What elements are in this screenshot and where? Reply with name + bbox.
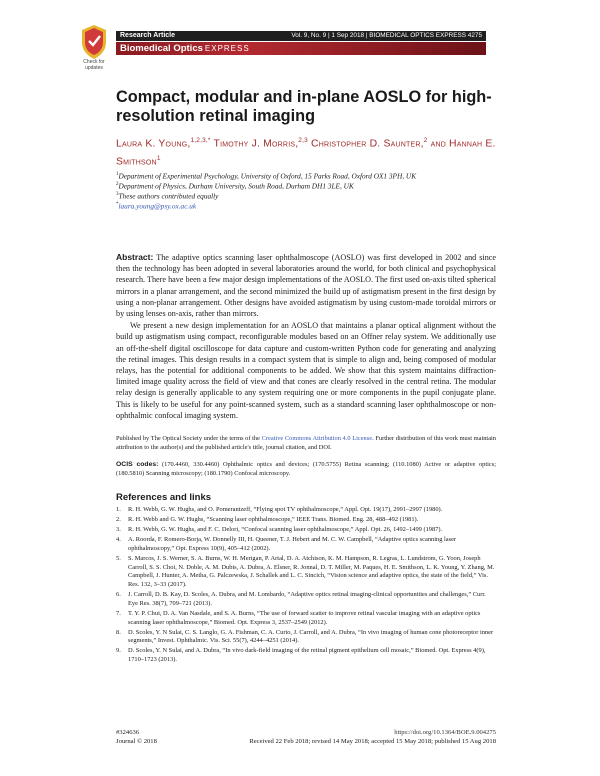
author-smithson: and Hannah E. Smithson <box>116 138 496 168</box>
journal-copyright: Journal © 2018 <box>116 738 157 745</box>
affiliation-1: $^1$Department of Experimental Psychology, University of Oxford, 15 Parks Road, Oxford OX1 3PH, UK <box>116 171 417 181</box>
article-type: Research Article <box>120 32 175 39</box>
author-saunter-affil: 2 <box>423 137 428 144</box>
check-for-updates-icon[interactable] <box>80 24 108 60</box>
references-heading: References and links <box>116 492 212 503</box>
reference-item: 3. R. H. Webb, G. W. Hughs, and F. C. Delori, “Confocal scanning laser ophthalmoscope,” Appl. Opt. 26, 1492–1499 (1987). <box>116 525 443 533</box>
reference-item: 7. T. Y. P. Chui, D. A. Van Nasdale, and S. A. Burns, “The use of forward scatter to improve retinal vascular imaging with an adaptive optics scanning laser ophthalmoscope,” Biomed. Opt. Express 3, 2537–2549 (2012). <box>116 609 481 626</box>
affiliation-2: $^2$Department of Physics, Durham University, South Road, Durham DH1 3LE, UK <box>116 181 354 191</box>
abstract <box>116 252 496 421</box>
reference-item: 1. R. H. Webb, G. W. Hughs, and O. Pomerantzeff, “Flying spot TV ophthalmoscope,” Appl. Opt. 19(17), 2991–2997 (1980). <box>116 506 443 513</box>
abstract-label: Abstract: <box>116 252 154 262</box>
publication-dates: Received 22 Feb 2018; revised 14 May 2018; accepted 15 May 2018; published 15 Aug 2018 <box>249 738 496 745</box>
cc-license-link[interactable]: Creative Commons Attribution 4.0 License <box>261 435 373 442</box>
journal-header-bar <box>116 31 486 41</box>
author-saunter: Christopher D. Saunter, <box>307 138 424 150</box>
reference-list <box>116 506 496 666</box>
abstract-paragraph-1: Abstract: The adaptive optics scanning laser ophthalmoscope (AOSLO) was first developed in 2002 and since then the technology has been adopted in several laboratories around the world, for both clinical and psychophysical research. There have been a few major design implementations of the AOSLO. The first used on-axis tilted spherical mirrors in a planar arrangement, and the second minimized the build up of astigmatism present in the first design by using a non-planar arrangement. Other designs have avoided astigmatism by using custom-made toroidal mirrors or by using lenses on-axis, rather than mirrors. <box>116 252 497 319</box>
journal-name-express: EXPRESS <box>204 44 250 53</box>
journal-name: Biomedical Optics EXPRESS <box>120 43 250 54</box>
ocis-codes: OCIS codes: (170.4460, 330.4460) Ophthalmic optics and devices; (170.5755) Retina scanning; (110.1080) Active or adaptive optics; (180.5810) Scanning microscopy; (180.1790) Confocal microscopy. <box>116 461 496 477</box>
author-list <box>116 133 496 170</box>
check-for-updates-label[interactable]: Check for updates <box>83 59 105 71</box>
journal-name-bar <box>116 42 486 55</box>
author-morris-affil: 2,3 <box>298 137 308 144</box>
page-footer <box>116 728 496 746</box>
ocis-label: OCIS codes: <box>116 461 159 468</box>
reference-item: 2. R. H. Webb and G. W. Hughs, “Scanning laser ophthalmoscope,” IEEE Trans. Biomed. Eng. 28, 488–492 (1981). <box>116 515 419 523</box>
abstract-paragraph-2: We present a new design implementation for an AOSLO that maintains a planar optical alignment without the build up astigmatism using compact, reconfigurable modules based on an Offner relay system. We additionally use an off-the-shelf digital oscilloscope for data capture and custom-written Python code for generating and analyzing the retinal images. This design results in a compact system that is simple to align and, being composed of modular relays, has the potential for additional components to be added. We show that this system maintains diffraction-limited image quality across the field of view and that cones are clearly resolved in the central retina. The modular relay design is generally applicable to any system requiring one or more components in the pupil conjugate plane. This is likely to be useful for any point-scanned system, such as a standard scanning laser ophthalmoscope or non-ophthalmic confocal imaging system. <box>116 321 496 420</box>
author-smithson-affil: 1 <box>156 155 161 163</box>
article-id: #324636 <box>116 729 140 736</box>
reference-item: 8. D. Scoles, Y. N Sulai, C. S. Langlo, G. A. Fishman, C. A. Curio, J. Carroll, and A. Dubra, “In vivo imaging of human cone photoreceptor inner segments,” Invest. Ophthalmic. Vis. Sci. 55(7), 4244–4251 (2014). <box>116 628 494 645</box>
author-young-affil: 1,2,3,* <box>190 137 211 144</box>
reference-item: 5. S. Marcos, J. S. Werner, S. A. Burns, W. H. Merigan, P. Artal, D. A. Atchison, K. M. Hampson, R. Legras, L. Lundstrom, G. Yoon, Joseph Carroll, S. S. Choi, N. Doble, A. M. Dubis, A. Dubra, A. Elsner, R. Jonnal, D. T. Miller, M. Paques, H. E. Smithson, L. K. Young, Y. Zhang, M. Campbell, J. Hunter, A. Metha, G. Palczewska, J. Schallek and L. C. Sincich, “Vision science and adaptive optics, the state of the field,” Vis. Res. 132, 3–33 (2017). <box>116 554 495 589</box>
article-title: Compact, modular and in-plane AOSLO for high-resolution retinal imaging <box>116 88 492 125</box>
author-morris: Timothy J. Morris, <box>210 138 299 150</box>
reference-item: 4. A. Roorda, F. Romero-Borja, W. Donnelly III, H. Queener, T. J. Hebert and M. C. W. Campbell, “Adaptive optics scanning laser ophthalmoscopy,” Opt. Express 10(9), 405–412 (2002). <box>116 535 457 552</box>
doi-link[interactable]: https://doi.org/10.1364/BOE.9.004275 <box>394 729 496 736</box>
reference-item: 9. D. Scoles, Y. N Sulai, and A. Dubra, “In vivo dark-field imaging of the retinal pigment epithelium cell mosaic,” Biomed. Opt. Express 4(9), 1710–1723 (2013). <box>116 647 486 664</box>
citation-line: Vol. 9, No. 9 | 1 Sep 2018 | BIOMEDICAL OPTICS EXPRESS 4275 <box>291 32 482 39</box>
affiliation-3: $^3$These authors contributed equally <box>116 191 219 201</box>
license-statement: Published by The Optical Society under the terms of the Creative Commons Attribution 4.0 License. Further distribution of this work must maintain attribution to the author(s) and the published article's title, journal citation, and DOI. <box>116 435 497 451</box>
reference-item: 6. J. Carroll, D. B. Kay, D. Scoles, A. Dubra, and M. Lombardo, “Adaptive optics retinal imaging-clinical opportunities and challenges,” Curr. Eye Res. 38(7), 709–721 (2013). <box>116 591 486 607</box>
author-young: Laura K. Young, <box>116 138 191 150</box>
corresponding-email[interactable]: *laura.young@psy.ox.ac.uk <box>116 201 197 211</box>
